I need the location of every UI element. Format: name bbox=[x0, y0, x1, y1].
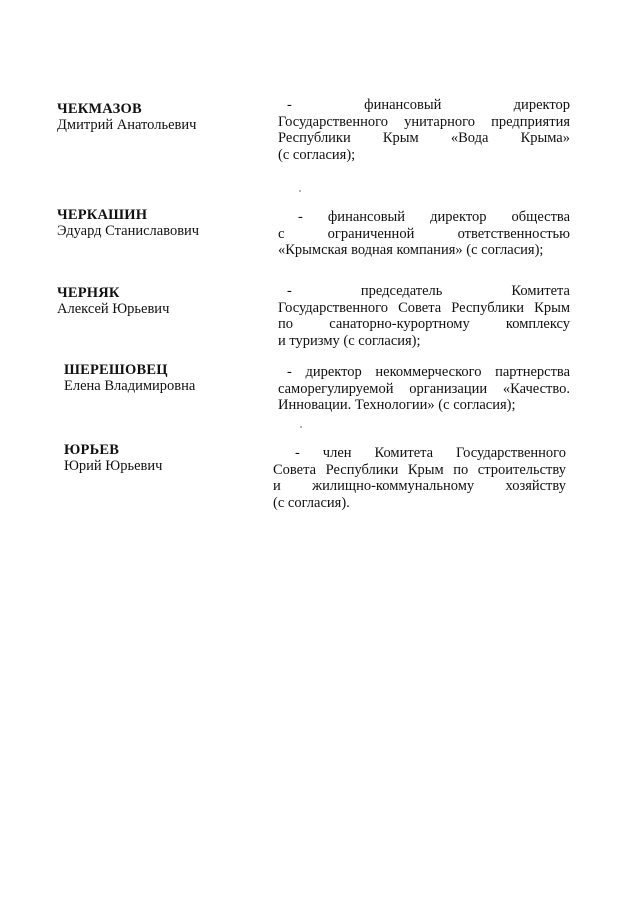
role-line: и туризму (с согласия); bbox=[278, 332, 421, 349]
role-line: - член Комитета Государственного bbox=[295, 445, 566, 461]
member-surname: ЧЕРНЯК bbox=[57, 285, 120, 301]
member-name-block bbox=[57, 285, 277, 317]
role-line: - директор некоммерческого партнерства bbox=[287, 364, 570, 380]
member-surname: ЧЕРКАШИН bbox=[57, 207, 148, 223]
member-role bbox=[273, 445, 566, 511]
member-name-block bbox=[57, 101, 277, 133]
scan-speck bbox=[299, 190, 301, 192]
member-role bbox=[278, 283, 570, 349]
member-role bbox=[278, 97, 570, 163]
member-surname: ЮРЬЕВ bbox=[64, 442, 120, 458]
role-line: Государственного унитарного предприятия bbox=[278, 113, 570, 130]
member-surname: ЧЕКМАЗОВ bbox=[57, 101, 142, 117]
role-line: (с согласия); bbox=[278, 146, 356, 163]
role-line: (с согласия). bbox=[273, 494, 350, 511]
role-line: - председатель Комитета bbox=[287, 283, 570, 299]
member-given-names: Юрий Юрьевич bbox=[64, 458, 163, 474]
member-role bbox=[278, 364, 570, 414]
role-line: саморегулируемой организации «Качество. bbox=[278, 380, 570, 397]
member-given-names: Дмитрий Анатольевич bbox=[57, 117, 197, 133]
member-role bbox=[278, 209, 570, 259]
member-surname: ШЕРЕШОВЕЦ bbox=[64, 362, 168, 378]
member-given-names: Эдуард Станиславович bbox=[57, 223, 200, 239]
role-line: - финансовый директор bbox=[287, 97, 570, 113]
member-given-names: Елена Владимировна bbox=[64, 378, 196, 394]
member-name-block bbox=[64, 442, 284, 474]
role-line: с ограниченной ответственностью bbox=[278, 225, 570, 242]
member-name-block bbox=[57, 207, 277, 239]
role-line: Инновации. Технологии» (с согласия); bbox=[278, 397, 516, 413]
role-line: «Крымская водная компания» (с согласия); bbox=[278, 242, 544, 258]
role-line: Республики Крым «Вода Крыма» bbox=[278, 130, 570, 146]
scan-speck bbox=[300, 426, 302, 428]
role-line: по санаторно-курортному комплексу bbox=[278, 316, 570, 332]
role-line: - финансовый директор общества bbox=[298, 209, 570, 225]
member-name-block bbox=[64, 362, 284, 394]
role-line: и жилищно-коммунальному хозяйству bbox=[273, 478, 566, 494]
role-line: Государственного Совета Республики Крым bbox=[278, 299, 570, 316]
member-given-names: Алексей Юрьевич bbox=[57, 301, 170, 317]
role-line: Совета Республики Крым по строительству bbox=[273, 461, 566, 478]
